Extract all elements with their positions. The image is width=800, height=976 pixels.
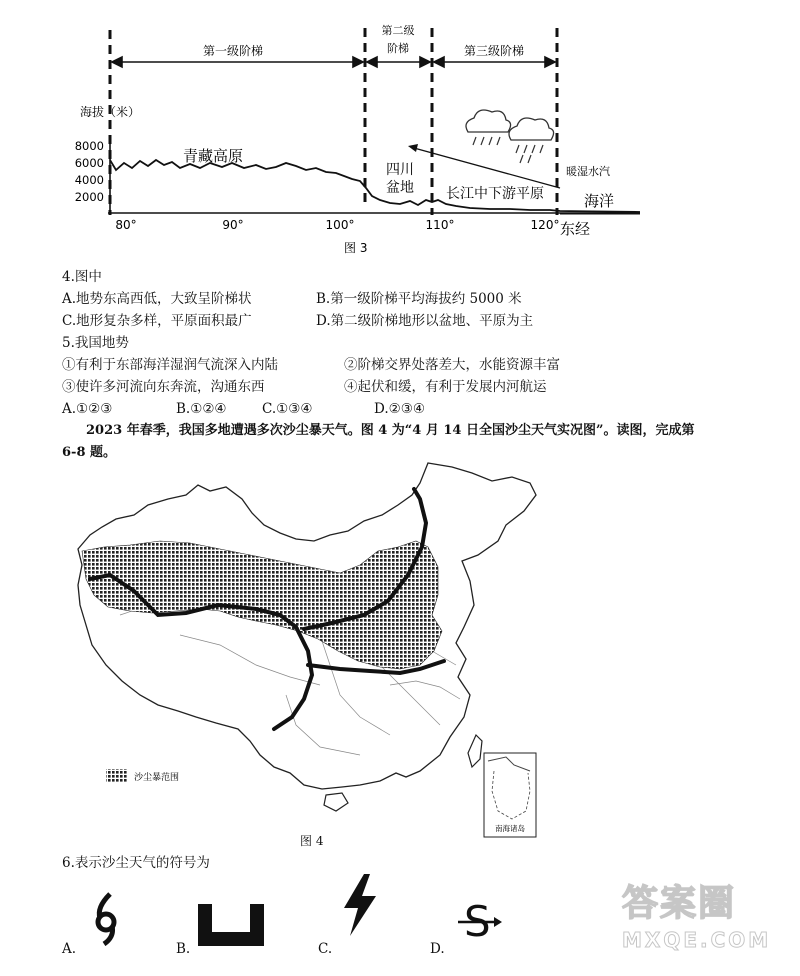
q5-statement-4: ④起伏和缓，有利于发展内河航运 bbox=[344, 379, 547, 395]
q6-option-d[interactable] bbox=[430, 890, 520, 960]
y-tick: 4000 bbox=[74, 173, 104, 187]
label-qinghai-plateau: 青藏高原 bbox=[183, 147, 244, 165]
stage2-label-line1: 第二级 bbox=[381, 24, 415, 37]
x-tick: 120° bbox=[530, 218, 560, 232]
x-tick: 90° bbox=[222, 218, 244, 232]
watermark-logo bbox=[622, 882, 792, 968]
figure3-caption: 图 3 bbox=[344, 241, 368, 255]
legend-label: 沙尘暴范围 bbox=[134, 773, 180, 783]
rain-drops bbox=[473, 137, 543, 163]
lightning-bolt-icon bbox=[340, 874, 380, 936]
figure-4-dust-map bbox=[60, 455, 580, 855]
y-tick: 6000 bbox=[74, 156, 104, 170]
y-tick: 2000 bbox=[74, 190, 104, 204]
vapor-arrowhead bbox=[408, 144, 418, 152]
label-changjiang-plain: 长江中下游平原 bbox=[446, 186, 544, 202]
y-axis-title: 海拔（米） bbox=[80, 105, 141, 119]
label-warm-vapor: 暖湿水汽 bbox=[566, 165, 610, 178]
rain-cloud-icon bbox=[466, 110, 554, 140]
stage3-label: 第三级阶梯 bbox=[463, 44, 525, 58]
q6-option-d-letter: D. bbox=[430, 941, 445, 957]
svg-text:S: S bbox=[464, 897, 491, 946]
q4-option-c[interactable]: C.地形复杂多样，平原面积最广 bbox=[62, 313, 252, 329]
watermark-line-2: MXQE.COM bbox=[622, 928, 772, 952]
inset-label: 南海诸岛 bbox=[495, 824, 525, 833]
y-tick-labels bbox=[75, 139, 104, 204]
q5-stem: 5.我国地势 bbox=[62, 335, 129, 351]
q5-statement-2: ②阶梯交界处落差大，水能资源丰富 bbox=[344, 357, 560, 373]
vapor-arrow bbox=[414, 148, 560, 188]
q4-option-a[interactable]: A.地势东高西低，大致呈阶梯状 bbox=[62, 291, 252, 307]
q6-option-b-letter: B. bbox=[176, 941, 191, 957]
q5-option-b[interactable]: B.①②④ bbox=[176, 401, 227, 417]
legend-swatch bbox=[106, 769, 128, 783]
q4-stem: 4.图中 bbox=[62, 269, 102, 285]
watermark-line-1: 答案圈 bbox=[622, 883, 737, 924]
q5-option-a[interactable]: A.①②③ bbox=[62, 401, 113, 417]
typhoon-symbol-icon bbox=[92, 890, 122, 946]
x-tick: 100° bbox=[325, 218, 355, 232]
q5-option-c[interactable]: C.①③④ bbox=[262, 401, 313, 417]
taiwan-island bbox=[468, 735, 482, 767]
label-ocean: 海洋 bbox=[584, 192, 615, 210]
intro-line-1: 2023 年春季，我国多地遭遇多次沙尘暴天气。图 4 为“4 月 14 日全国沙尘天气实况图”。读图，完成第 bbox=[86, 423, 695, 438]
x-tick: 80° bbox=[115, 218, 137, 232]
stage2-label-line2: 阶梯 bbox=[387, 42, 409, 55]
q4-option-d[interactable]: D.第二级阶梯地形以盆地、平原为主 bbox=[316, 313, 534, 329]
q6-option-a-letter: A. bbox=[62, 941, 77, 957]
q6-option-c-letter: C. bbox=[318, 941, 333, 957]
q4-option-b[interactable]: B.第一级阶梯平均海拔约 5000 米 bbox=[316, 291, 522, 307]
stage1-label: 第一级阶梯 bbox=[202, 44, 264, 58]
label-sichuan-1: 四川 bbox=[386, 162, 414, 178]
intro-line-2: 6-8 题。 bbox=[62, 445, 117, 460]
terrain-profile-line bbox=[110, 160, 640, 212]
figure4-caption: 图 4 bbox=[300, 834, 324, 848]
q6-option-b[interactable] bbox=[176, 890, 276, 960]
x-tick: 110° bbox=[425, 218, 455, 232]
q5-option-d[interactable]: D.②③④ bbox=[374, 401, 425, 417]
q6-option-a[interactable] bbox=[62, 890, 142, 960]
label-sichuan-2: 盆地 bbox=[386, 180, 414, 196]
q6-stem: 6.表示沙尘天气的符号为 bbox=[62, 855, 210, 871]
x-tick-labels bbox=[115, 218, 559, 232]
dust-s-arrow-icon bbox=[454, 896, 504, 946]
stage-arrows bbox=[112, 57, 555, 67]
figure-3-terrain-profile bbox=[0, 0, 800, 262]
sandstorm-bracket-icon bbox=[198, 904, 264, 946]
hainan-island bbox=[324, 793, 348, 811]
q5-statement-3: ③使许多河流向东奔流，沟通东西 bbox=[62, 379, 265, 395]
q5-statement-1: ①有利于东部海洋湿润气流深入内陆 bbox=[62, 357, 278, 373]
label-east-longitude: 东经 bbox=[560, 220, 591, 238]
y-tick: 8000 bbox=[74, 139, 104, 153]
q6-option-c[interactable] bbox=[318, 874, 398, 960]
